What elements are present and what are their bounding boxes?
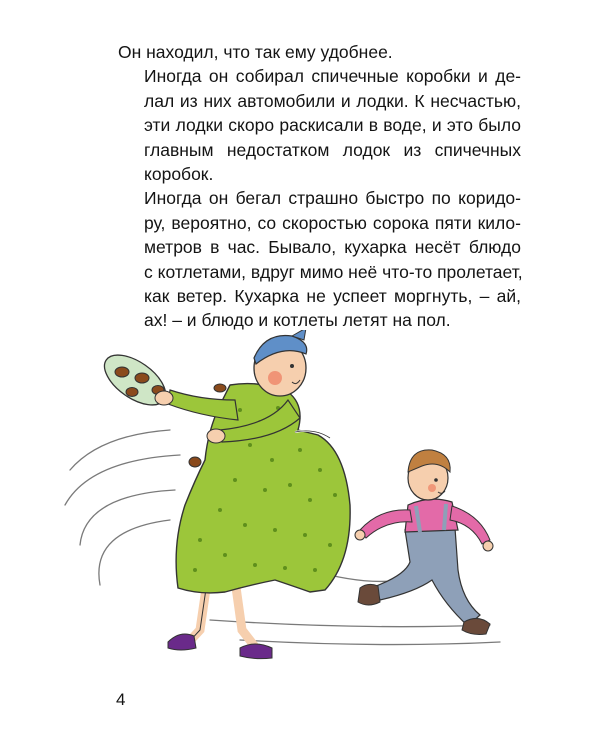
cook-dress xyxy=(176,384,350,593)
page-number: 4 xyxy=(116,690,126,709)
text-line: с котлетами, вдруг мимо неё что-то пролетает, xyxy=(144,261,523,282)
paragraph-3 xyxy=(118,186,521,332)
text-line: коробок. xyxy=(144,164,214,185)
text-line: Иногда он бегал страшно быстро по коридо- xyxy=(144,188,521,209)
boy-overalls xyxy=(376,528,480,626)
cutlet xyxy=(115,367,129,377)
cutlet xyxy=(189,457,201,467)
cook-hand xyxy=(207,429,225,443)
text-line: метров в час. Бывало, кухарка несёт блюдо xyxy=(144,237,521,258)
paragraph-2 xyxy=(118,64,521,186)
boy-shirt xyxy=(405,499,458,532)
illustration xyxy=(60,330,540,700)
shoe xyxy=(462,618,490,634)
text-line: Иногда он собирал спичечные коробки и де- xyxy=(144,66,521,87)
shoe xyxy=(240,644,272,659)
cutlet xyxy=(135,373,149,383)
text-line: главным недостатком лодок из спичечных xyxy=(144,139,521,160)
text-line: ах! – и блюдо и котлеты летят на пол. xyxy=(144,310,451,331)
paragraph-1 xyxy=(118,40,521,64)
cutlet xyxy=(214,384,226,392)
text-line: как ветер. Кухарка не успеет моргнуть, – ай, xyxy=(144,286,521,307)
text-line: лал из них автомобили и лодки. К несчастью, xyxy=(144,90,521,111)
cook-figure xyxy=(96,330,350,659)
cook-cheek xyxy=(268,371,282,385)
shoe xyxy=(358,584,380,605)
boy-arm xyxy=(360,510,412,538)
text-line: эти лодки скоро раскисали в воде, и это было xyxy=(144,115,521,136)
cook-hand xyxy=(155,391,173,405)
shoe xyxy=(168,634,196,650)
text-block xyxy=(118,40,521,333)
text-line: Он находил, что так ему удобнее. xyxy=(118,42,393,62)
cutlet xyxy=(126,388,138,397)
text-line: ру, вероятно, со скоростью сорока пяти кило- xyxy=(144,212,521,233)
boy-figure xyxy=(355,450,493,635)
